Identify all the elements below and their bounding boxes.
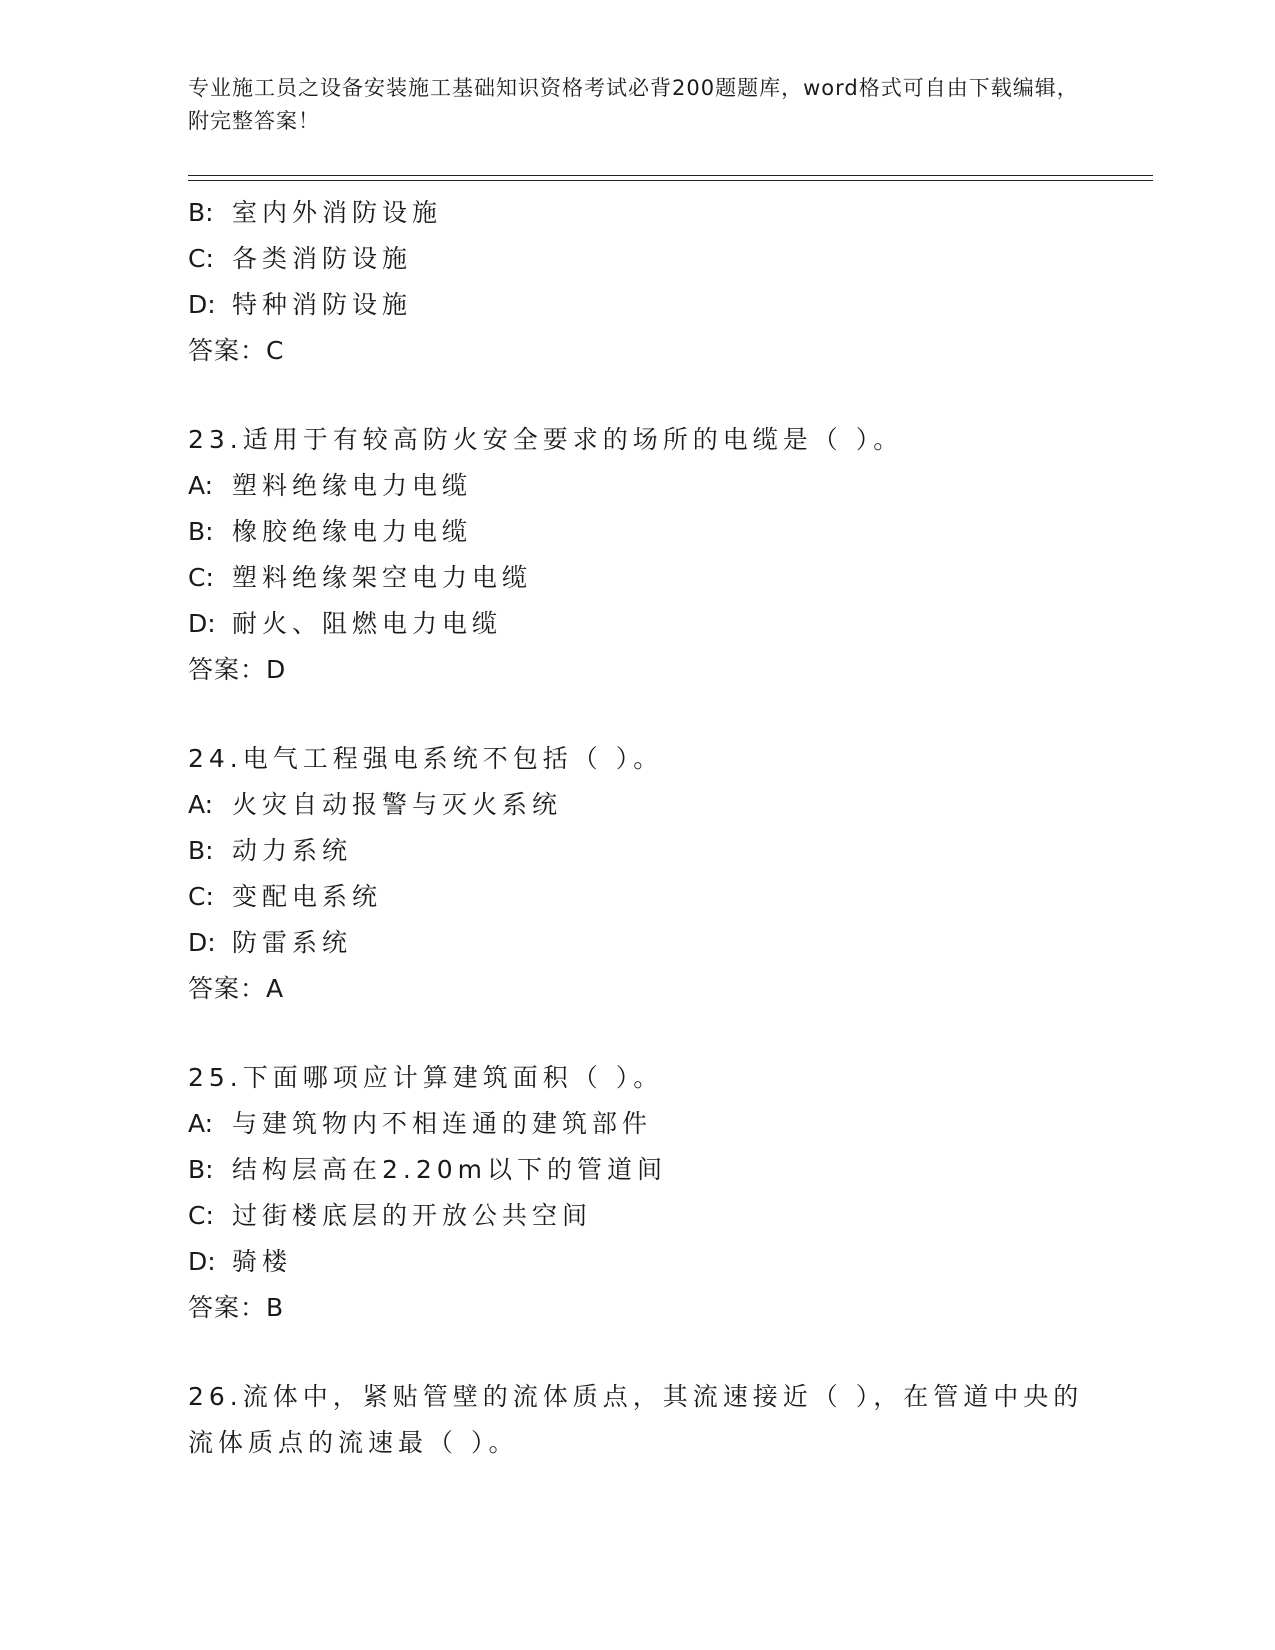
option-row <box>188 1239 1148 1285</box>
option-text: 变配电系统 <box>232 882 383 911</box>
option-label: B: <box>188 198 214 227</box>
option-row <box>188 1193 1148 1239</box>
option-label: B: <box>188 836 214 865</box>
answer-line: 答案：A <box>188 974 285 1003</box>
option-row <box>188 828 1148 874</box>
option-row <box>188 782 1148 828</box>
answer-line: 答案：D <box>188 655 287 684</box>
option-text: 结构层高在2.20m以下的管道间 <box>232 1155 668 1184</box>
option-label: D: <box>188 609 216 638</box>
option-label: B: <box>188 517 214 546</box>
option-label: C: <box>188 244 214 273</box>
header-divider-bottom <box>188 180 1153 181</box>
option-row <box>188 282 1148 328</box>
document-header: 专业施工员之设备安装施工基础知识资格考试必背200题题库，word格式可自由下载编辑，附完整答案！ <box>188 76 1079 133</box>
option-label: A: <box>188 471 214 500</box>
option-label: C: <box>188 563 214 592</box>
option-label: B: <box>188 1155 214 1184</box>
option-text: 特种消防设施 <box>232 290 413 319</box>
option-row <box>188 463 1148 509</box>
option-row <box>188 509 1148 555</box>
option-row <box>188 236 1148 282</box>
option-text: 防雷系统 <box>232 928 353 957</box>
option-label: D: <box>188 290 216 319</box>
option-text: 过街楼底层的开放公共空间 <box>232 1201 593 1230</box>
answer-line: 答案：B <box>188 1293 285 1322</box>
answer-line: 答案：C <box>188 336 285 365</box>
option-label: A: <box>188 1109 214 1138</box>
question-stem: 26.流体中，紧贴管壁的流体质点，其流速接近（ ），在管道中央的流体质点的流速最（ ）。 <box>188 1382 1084 1457</box>
option-text: 耐火、阻燃电力电缆 <box>232 609 503 638</box>
option-text: 与建筑物内不相连通的建筑部件 <box>232 1109 653 1138</box>
question-stem: 24.电气工程强电系统不包括（ ）。 <box>188 744 664 773</box>
header-divider-top <box>188 175 1153 176</box>
option-text: 塑料绝缘架空电力电缆 <box>232 563 533 592</box>
option-text: 橡胶绝缘电力电缆 <box>232 517 473 546</box>
option-label: C: <box>188 1201 214 1230</box>
option-text: 动力系统 <box>232 836 353 865</box>
option-label: C: <box>188 882 214 911</box>
option-text: 各类消防设施 <box>232 244 413 273</box>
option-row <box>188 920 1148 966</box>
option-row <box>188 1147 1148 1193</box>
question-content <box>188 190 1148 1466</box>
option-row <box>188 601 1148 647</box>
question-stem: 25.下面哪项应计算建筑面积（ ）。 <box>188 1063 664 1092</box>
option-row <box>188 190 1148 236</box>
option-row <box>188 874 1148 920</box>
option-text: 火灾自动报警与灭火系统 <box>232 790 563 819</box>
option-text: 塑料绝缘电力电缆 <box>232 471 473 500</box>
option-row <box>188 555 1148 601</box>
option-row <box>188 1101 1148 1147</box>
option-label: A: <box>188 790 214 819</box>
option-text: 骑楼 <box>232 1247 293 1276</box>
option-label: D: <box>188 1247 216 1276</box>
option-text: 室内外消防设施 <box>232 198 443 227</box>
question-stem: 23.适用于有较高防火安全要求的场所的电缆是（ ）。 <box>188 425 904 454</box>
option-label: D: <box>188 928 216 957</box>
